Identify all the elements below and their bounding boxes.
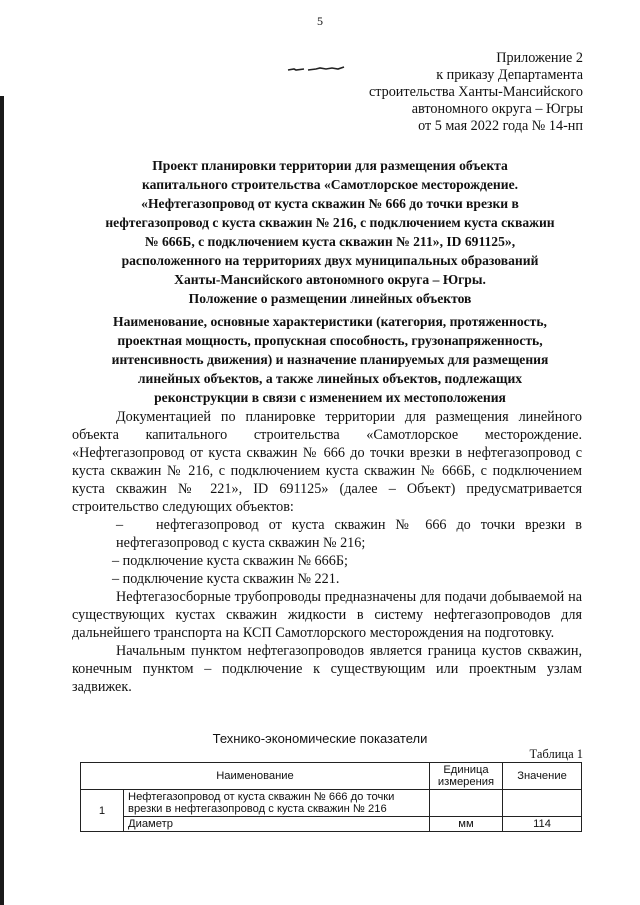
table-header-row <box>81 763 582 790</box>
header-unit: Единица измерения <box>430 763 503 790</box>
annex-line: Приложение 2 <box>496 50 583 66</box>
annex-line: к приказу Департамента <box>436 67 583 83</box>
row-name: Диаметр <box>124 817 430 832</box>
list-item-text: подключение куста скважин № 221. <box>122 571 340 587</box>
document-title <box>80 156 580 308</box>
row-unit: мм <box>430 817 503 832</box>
list-dash: – <box>112 553 120 569</box>
header-value: Значение <box>503 763 582 790</box>
list-item <box>72 552 582 570</box>
title-line: расположенного на территориях двух муниципальных образований <box>121 253 539 268</box>
paragraph: Нефтегазосборные трубопроводы предназначены для подачи добываемой на существующих кустах скважин жидкости в систему нефтегазопроводов для дальнейшего транспорта на КСП Самотлорского месторождения на подготовку. <box>72 589 582 641</box>
page-number: 5 <box>317 14 323 28</box>
row-name: Нефтегазопровод от куста скважин № 666 до точки врезки в нефтегазопровод с куста скважин № 216 <box>124 790 430 817</box>
annex-line: строительства Ханты-Мансийского <box>368 84 583 100</box>
table-row <box>81 790 582 817</box>
title-line: Ханты-Мансийского автономного округа – Югры. <box>174 272 486 287</box>
list-item <box>72 516 582 552</box>
table-label: Таблица 1 <box>529 747 583 761</box>
heading-line: интенсивность движения) и назначение планируемых для размещения <box>111 352 549 367</box>
title-line: «Нефтегазопровод от куста скважин № 666 до точки врезки в <box>141 196 519 211</box>
row-value: 114 <box>503 817 582 832</box>
heading-line: линейных объектов, а также линейных объектов, подлежащих <box>137 371 523 386</box>
paragraph: Начальным пунктом нефтегазопроводов является граница кустов скважин, конечным пунктом – подключение к существующим или проектным узлам задвижек. <box>72 643 582 695</box>
title-line: № 666Б, с подключением куста скважин № 211», ID 691125», <box>144 234 516 249</box>
row-value <box>503 790 582 817</box>
binding-edge-mark <box>0 96 4 905</box>
indicators-table <box>80 762 582 832</box>
annex-line: от 5 мая 2022 года № 14-нп <box>418 118 583 134</box>
title-line: Положение о размещении линейных объектов <box>188 291 472 306</box>
heading-line: реконструкции в связи с изменением их местоположения <box>154 390 506 405</box>
header-name: Наименование <box>81 763 430 790</box>
title-line: Проект планировки территории для размещения объекта <box>152 158 508 173</box>
paragraph: Документацией по планировке территории для размещения линейного объекта капитального строительства «Самотлорское месторождение. «Нефтегазопровод от куста скважин № 666 до точки врезки в нефтегазопровод с куста скважин № 216, с подключением куста скважин № 666Б, с подключением куста скважин № 221», ID 691125» (далее – Объект) предусматривается строительство следующих объектов: <box>72 409 582 515</box>
list-dash: – <box>116 517 124 533</box>
list-dash: – <box>112 571 120 587</box>
row-unit <box>430 790 503 817</box>
heading-line: Наименование, основные характеристики (категория, протяженность, <box>113 314 547 329</box>
annex-header <box>369 50 583 135</box>
body-text <box>72 408 582 696</box>
list-item <box>72 570 582 588</box>
row-number: 1 <box>81 790 124 832</box>
table-row <box>81 817 582 832</box>
annex-line: автономного округа – Югры <box>411 101 583 117</box>
title-line: капитального строительства «Самотлорское месторождение. <box>142 177 518 192</box>
signature-scribble <box>286 66 346 72</box>
section-heading <box>78 312 582 407</box>
list-item-text: подключение куста скважин № 666Б; <box>122 553 348 569</box>
title-line: нефтегазопровод с куста скважин № 216, с подключением куста скважин <box>105 215 555 230</box>
list-item-text: нефтегазопровод от куста скважин № 666 до точки врезки в нефтегазопровод с куста скважин № 216; <box>116 517 582 551</box>
heading-line: проектная мощность, пропускная способность, грузонапряженность, <box>117 333 543 348</box>
table-title: Технико-экономические показатели <box>212 731 428 746</box>
